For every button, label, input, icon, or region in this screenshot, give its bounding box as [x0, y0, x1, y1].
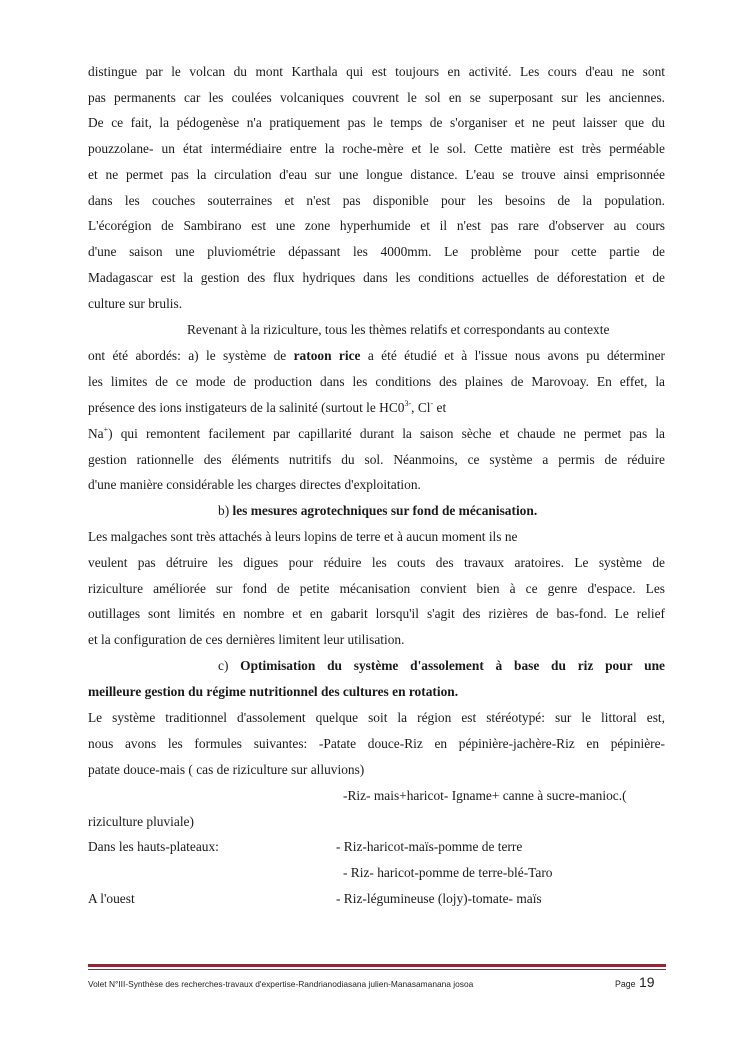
list-marker: c) — [218, 658, 241, 673]
list-marker: b) — [218, 503, 233, 518]
body-line: pas permanents car les coulées volcaniques couvrent le sol en se superposant sur les anciennes. — [88, 90, 665, 105]
body-line: distingue par le volcan du mont Karthala qui est toujours en activité. Les cours d'eau ne sont — [88, 64, 665, 79]
body-text: Na — [88, 426, 104, 441]
footer-page-number: 19 — [639, 974, 655, 990]
rotation-formula: -Riz- mais+haricot- Igname+ canne à sucre-manioc.( — [343, 788, 627, 803]
footer-rule-thick — [88, 964, 666, 967]
body-text: ) qui remontent facilement par capillarité durant la saison sèche et chaude ne permet pas la — [108, 426, 665, 441]
footer-rule-thin — [88, 969, 666, 970]
body-line: patate douce-mais ( cas de riziculture sur alluvions) — [88, 762, 365, 777]
superscript: - — [430, 399, 434, 408]
body-line: culture sur brulis. — [88, 296, 183, 311]
body-text: a été étudié et à l'issue nous avons pu déterminer — [360, 348, 665, 363]
body-line: Madagascar est la gestion des flux hydriques dans les conditions actuelles de déforestation et de — [88, 270, 665, 285]
region-label: A l'ouest — [88, 891, 135, 906]
superscript: + — [103, 425, 109, 434]
body-line: nous avons les formules suivantes: -Patate douce-Riz en pépinière-jachère-Riz en pépinière- — [88, 736, 665, 751]
body-line: L'écorégion de Sambirano est une zone hyperhumide et il n'est pas rare d'observer au cours — [88, 218, 665, 233]
body-line: pouzzolane- un état intermédiaire entre la roche-mère et le sol. Cette matière est très perméable — [88, 141, 665, 156]
body-text: ont été abordés: a) le système de — [88, 348, 294, 363]
body-line: d'une manière considérable les charges directes d'exploitation. — [88, 477, 421, 492]
body-line: et ne permet pas la circulation d'eau sur une longue distance. L'eau se trouve ainsi emprisonnée — [88, 167, 665, 182]
ratoon-rice-term: ratoon rice — [293, 348, 361, 363]
body-line: outillages sont limités en nombre et en gabarit lorsqu'il s'agit des rizières de bas-fond. Le relief — [88, 606, 665, 621]
body-line: d'une saison une pluviométrie dépassant les 4000mm. Le problème pour cette partie de — [88, 244, 665, 259]
region-label: Dans les hauts-plateaux: — [88, 839, 219, 854]
section-heading-b — [218, 502, 537, 519]
rotation-formula: - Riz- haricot-pomme de terre-blé-Taro — [343, 865, 553, 880]
body-line: riziculture améliorée sur fond de petite mécanisation convient bien à ce genre d'espace. Les — [88, 581, 665, 596]
superscript: 3- — [404, 399, 412, 408]
body-line-indented: Revenant à la riziculture, tous les thèmes relatifs et correspondants au contexte — [187, 322, 610, 337]
rotation-formula: - Riz-haricot-maïs-pomme de terre — [336, 839, 523, 854]
body-text: , Cl — [411, 400, 431, 415]
footer-title: Volet N°III-Synthèse des recherches-travaux d'expertise-Randrianodiasana julien-Manasamanana josoa — [88, 979, 474, 989]
body-line: riziculture pluviale) — [88, 814, 194, 829]
body-text: et — [433, 400, 447, 415]
body-line: veulent pas détruire les digues pour réduire les couts des travaux aratoires. Le système de — [88, 555, 665, 570]
heading-text: meilleure gestion du régime nutritionnel des cultures en rotation. — [88, 684, 459, 699]
body-line: et la configuration de ces dernières limitent leur utilisation. — [88, 632, 405, 647]
body-line: Le système traditionnel d'assolement quelque soit la région est stéréotypé: sur le littoral est, — [88, 710, 665, 725]
body-line — [88, 347, 665, 364]
body-line: gestion rationnelle des éléments nutritifs du sol. Néanmoins, ce système a permis de réduire — [88, 452, 665, 467]
body-line: De ce fait, la pédogenèse n'a pratiquement pas le temps de s'organiser et ne peut laisser que du — [88, 115, 665, 130]
heading-text: les mesures agrotechniques sur fond de mécanisation. — [232, 503, 538, 518]
body-text: présence des ions instigateurs de la salinité (surtout le HC0 — [88, 400, 405, 415]
footer-page-label: Page — [615, 979, 636, 989]
body-line: dans les couches souterraines et n'est pas disponible pour les besoins de la population. — [88, 193, 665, 208]
body-line: Les malgaches sont très attachés à leurs lopins de terre et à aucun moment ils ne — [88, 529, 518, 544]
body-line — [88, 425, 665, 442]
body-line: les limites de ce mode de production dans les conditions des plaines de Marovoay. En effet, la — [88, 374, 665, 389]
section-heading-c — [218, 657, 665, 674]
body-line — [88, 399, 665, 416]
section-heading-c-continuation — [88, 683, 665, 700]
heading-text: Optimisation du système d'assolement à base du riz pour une — [240, 658, 665, 673]
rotation-formula: - Riz-légumineuse (lojy)-tomate- maïs — [336, 891, 542, 906]
